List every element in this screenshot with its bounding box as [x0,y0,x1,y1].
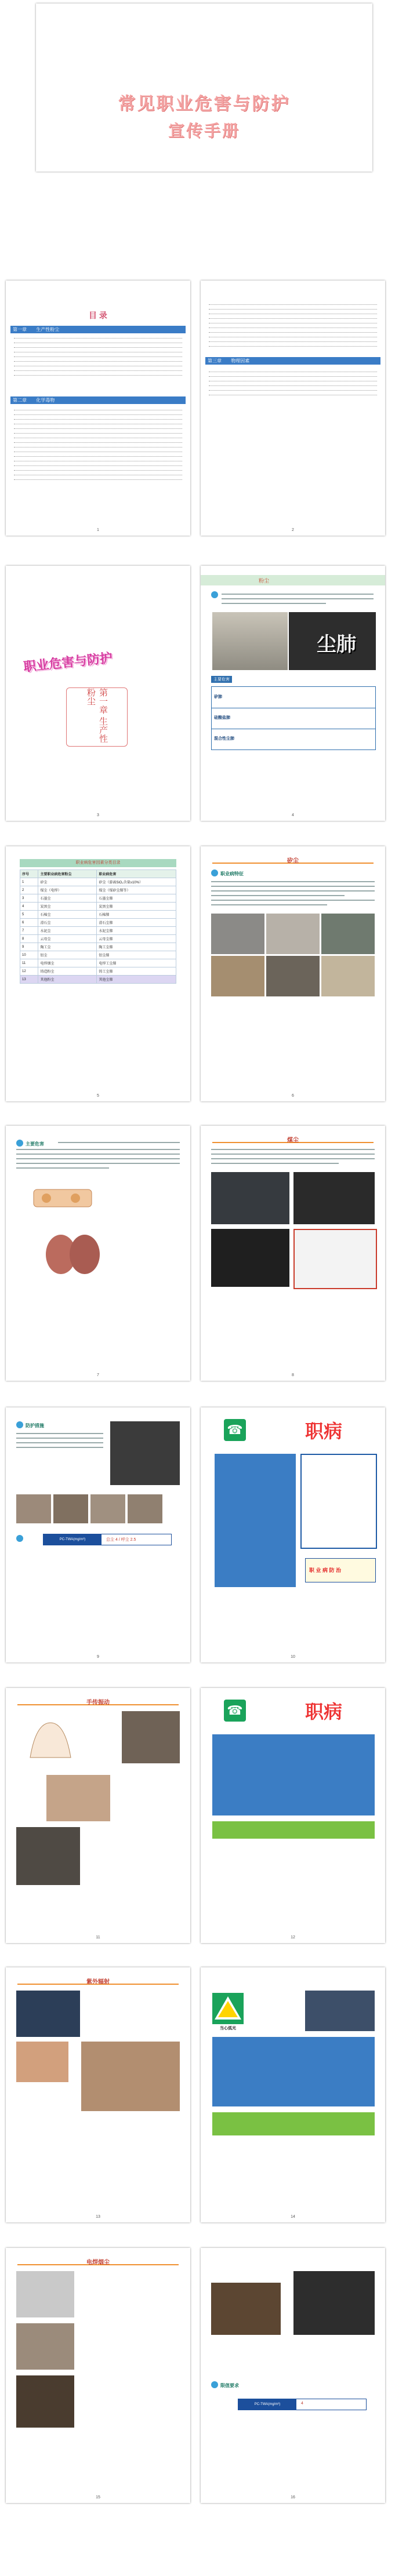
body-text-line [211,1149,375,1150]
limit-requirement-label: 限值要求 [220,2383,239,2388]
body-text-line [16,1442,103,1443]
cell: 石墨尘 [38,894,97,903]
body-text-line [58,1142,180,1143]
cell: 电焊烟尘 [38,959,97,967]
toc-section2-title: 化学毒物 [36,398,55,403]
body-text-line [211,904,327,905]
dust-header: 粉尘 [259,578,270,584]
body-text-line [211,1158,375,1159]
poster-red-text: 职 业 病 防 治 [309,1567,342,1573]
page-number: 15 [96,2495,100,2499]
harm-label: 主要危害 [211,676,232,683]
harm-row [212,729,375,749]
dust-protection-page [6,1407,190,1662]
occupational-poster-page [201,1407,385,1662]
toc-section1-num: 第一章 [13,327,27,332]
phone-icon: ☎ [224,1700,246,1722]
page-number: 2 [292,528,294,532]
silica-photo [321,956,375,996]
cell: 石棉尘 [38,911,97,919]
intro-text-line [222,598,374,599]
cell: 煤尘（煤矽尘肺等） [97,886,176,894]
body-text-line [16,1158,180,1159]
welding-photo [16,1991,80,2037]
dust-header-banner [201,575,385,585]
chapter-box [66,687,128,747]
cover-title-line2: 宣传手册 [168,122,240,140]
limit-label: PC-TWA(mg/m³) [44,1534,102,1545]
table-row [20,911,176,919]
cell: 9 [20,943,38,951]
fingers-photo [46,1775,110,1821]
page-number: 14 [291,2215,295,2219]
silica-label: 职业病特征 [220,871,244,876]
toc-section1-bar[interactable] [10,326,186,333]
cell: 石墨尘肺 [97,894,176,903]
cell: 其他粉尘 [38,976,97,984]
cell: 陶工尘肺 [97,943,176,951]
dust-photo [212,612,288,670]
page-number: 16 [291,2495,295,2499]
body-text-line [16,1167,109,1169]
page-number: 9 [97,1655,99,1659]
warning-triangle-icon [212,1993,244,2024]
page-number: 7 [97,1373,99,1377]
silica-header: 矽尘 [287,858,299,864]
harm-row-label: 硅酸盐肺 [214,716,230,720]
welder-photo [305,1991,375,2031]
limit-box [43,1534,172,1545]
silica-photo [266,956,320,996]
silica-photo [321,914,375,954]
workers-photo [110,1421,180,1485]
welding-limit-page [201,2248,385,2503]
summary-banner [212,1821,375,1839]
info-icon [211,869,218,876]
mask-photo [90,1494,125,1523]
dust-intro-page [201,566,385,821]
info-panel [212,1734,375,1815]
skin-photo [16,2042,68,2082]
page-number: 10 [291,1655,295,1659]
welding-header: 电焊烟尘 [86,2260,110,2266]
info-icon [16,1535,23,1542]
dust-table-page [6,846,190,1101]
toc-section3-bar[interactable] [205,357,380,365]
table-row [20,886,176,894]
harm-row [212,687,375,708]
occupational-poster-page-2 [201,1688,385,1943]
table-title: 职业病危害因素分类目录 [20,859,176,867]
toc-section1-title: 生产性粉尘 [36,327,60,332]
harm-row-label: 矽肺 [214,695,222,699]
limit-label: PC-TWA(mg/m³) [238,2399,296,2410]
lung-diagram [29,1178,99,1218]
mask-photo [16,1494,51,1523]
cell: 水泥尘 [38,927,97,935]
welder-photo [211,2283,281,2335]
harm-row-label: 混合性尘肺 [214,737,234,741]
table-row [20,976,176,984]
welding-photo [16,2323,74,2370]
cell: 矽尘（游离SiO₂含量≥10%） [97,878,176,886]
table-row [20,959,176,967]
table-row [20,878,176,886]
cell: 6 [20,919,38,927]
poster-big-word: 职病 [305,1701,343,1722]
silica-harm-page [6,1126,190,1381]
intro-text-line [222,594,374,595]
cell: 陶工尘 [38,943,97,951]
cell: 滑石尘肺 [97,919,176,927]
info-icon [211,2381,218,2388]
table-row [20,951,176,959]
hand-vibration-page [6,1688,190,1943]
limit-value: 总尘 4 / 呼尘 2.5 [106,1538,136,1542]
limit-box [238,2399,367,2410]
cell: 铸工尘肺 [97,967,176,976]
worker-drill-photo [16,1827,80,1885]
info-icon [16,1140,23,1147]
cell: 13 [20,976,38,984]
cell: 10 [20,951,38,959]
silica-page [201,846,385,1101]
cell: 8 [20,935,38,943]
dust-lung-photo [289,612,376,670]
cell: 铝尘肺 [97,951,176,959]
table-row [20,943,176,951]
body-text-line [211,886,375,887]
cell: 5 [20,911,38,919]
body-text-line [211,890,375,892]
silica-photo [211,956,264,996]
body-text-line [211,881,375,882]
cell: 2 [20,886,38,894]
toc-section2-num: 第二章 [13,398,27,403]
silica-photo [266,914,320,954]
body-text-line [16,1149,180,1150]
dust-big-word: 尘肺 [317,634,356,656]
page-number: 12 [291,1935,295,1940]
cell: 滑石尘 [38,919,97,927]
cell: 7 [20,927,38,935]
silica-photo [211,914,264,954]
cell: 云母尘肺 [97,935,176,943]
chapter1-page [6,566,190,821]
welding-photo [16,2271,74,2317]
coal-photo [293,1172,375,1224]
table-header-row [20,870,176,878]
cover-page [36,3,372,172]
coal-dust-page [201,1126,385,1381]
poster-red-banner [305,1558,376,1582]
toc-page-2 [201,281,385,536]
coal-header: 煤尘 [287,1137,299,1144]
cell: 石棉肺 [97,911,176,919]
toc-title: 目 录 [89,311,107,320]
table-header-cell: 职业病危害 [97,870,176,878]
cell: 铸造粉尘 [38,967,97,976]
toc-page [6,281,190,536]
cell: 3 [20,894,38,903]
uv-radiation-page [6,1967,190,2222]
toc-section3-num: 第三章 [208,358,222,363]
welding-fume-page [6,2248,190,2503]
table-row [20,967,176,976]
body-text-line [16,1433,103,1434]
protection-label: 防护措施 [26,1423,44,1428]
cell: 4 [20,903,38,911]
info-panel [215,1454,296,1587]
cell: 其他尘肺 [97,976,176,984]
coal-photo [211,1229,289,1287]
body-text-line [16,1438,103,1439]
cover-title-line1: 常见职业危害与防护 [118,94,291,114]
summary-banner [212,2112,375,2135]
page-number: 5 [97,1094,99,1098]
cell: 炭黑尘肺 [97,903,176,911]
info-icon [211,591,218,598]
warning-sign [300,1454,377,1549]
body-text-line [211,1163,339,1164]
body-text-line [16,1447,103,1448]
poster-big-word: 职病 [305,1421,343,1442]
dust-table [20,869,176,984]
body-text-line [16,1154,180,1155]
cell: 水泥尘肺 [97,927,176,935]
cell: 炭黑尘 [38,903,97,911]
info-icon [16,1421,23,1428]
arc-light-page [201,1967,385,2222]
chapter-box-text: 第一章 生产性粉尘 [86,688,108,743]
page-number: 8 [292,1373,294,1377]
eye-photo [81,2042,180,2111]
cell: 矽尘 [38,878,97,886]
safety-sign-board [293,1229,377,1289]
harm-row [212,708,375,729]
page-number: 11 [96,1935,100,1940]
page-number: 3 [97,813,99,817]
welding-photo [16,2375,74,2428]
chapter-script-title: 职业危害与防护 [23,650,114,674]
table-row [20,927,176,935]
body-text-line [16,1163,180,1164]
coal-photo [211,1172,289,1224]
page-number: 4 [292,813,294,817]
table-row [20,919,176,927]
cell: 煤尘（电焊） [38,886,97,894]
page-number: 13 [96,2215,100,2219]
info-panel [212,2037,375,2106]
mask-photo [53,1494,88,1523]
intro-text-line [222,603,326,604]
cell: 铝尘 [38,951,97,959]
harm-table [211,686,376,750]
silica-harm-label: 主要危害 [26,1141,44,1147]
body-text-line [211,900,375,901]
table-row [20,935,176,943]
uv-header: 紫外辐射 [86,1979,110,1985]
arc-sign-text: 当心弧光 [220,2026,236,2031]
page-number: 6 [292,1094,294,1098]
xray-photo [293,2271,375,2335]
table-row [20,894,176,903]
lung-diagram-2 [41,1230,104,1276]
limit-value: 4 [301,2402,303,2406]
cell: 1 [20,878,38,886]
page-number: 1 [97,528,99,532]
phone-icon: ☎ [224,1419,246,1441]
toc-section2-bar[interactable] [10,396,186,404]
cell: 12 [20,967,38,976]
vibration-photo [122,1711,180,1763]
body-text-line [211,895,345,896]
cell: 云母尘 [38,935,97,943]
vibration-header: 手传振动 [86,1700,110,1706]
cell: 11 [20,959,38,967]
mask-photo [128,1494,162,1523]
table-header-cell: 主要职业病危害粉尘 [38,870,97,878]
table-header-cell: 序号 [20,870,38,878]
toc-section3-title: 物理因素 [231,358,250,363]
body-text-line [211,1154,375,1155]
cell: 电焊工尘肺 [97,959,176,967]
table-row [20,903,176,911]
hand-drawing [19,1711,82,1769]
